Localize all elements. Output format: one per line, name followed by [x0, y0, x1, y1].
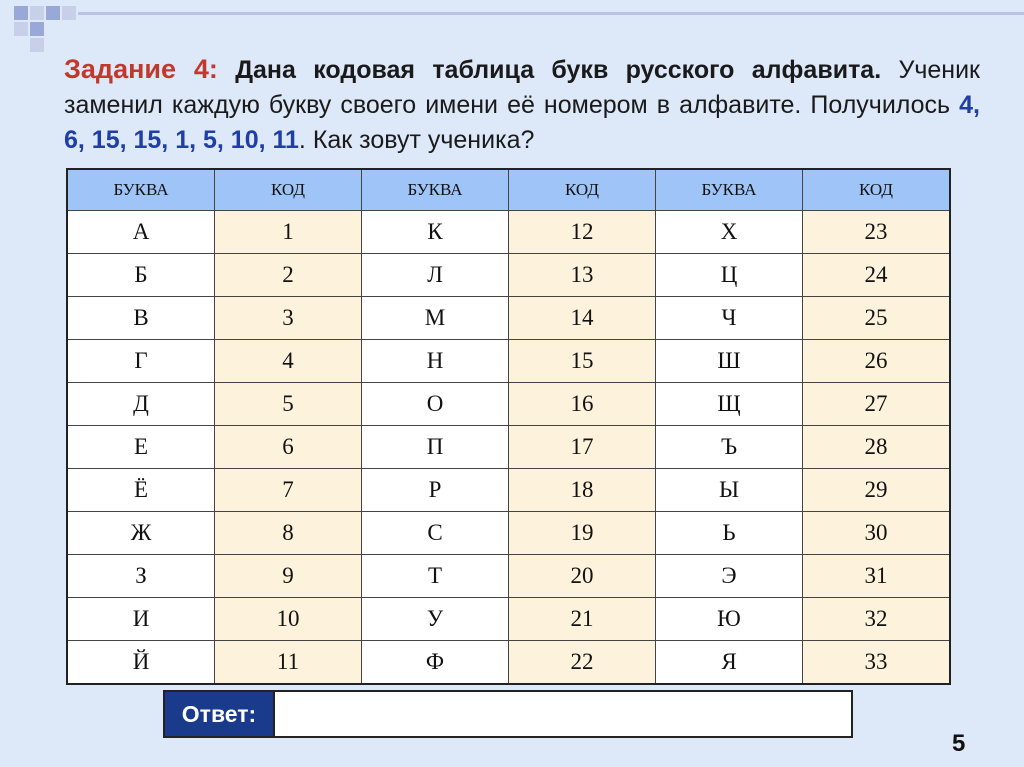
letter-cell: Ж	[67, 512, 215, 555]
letter-cell: Я	[656, 641, 803, 685]
code-cell: 30	[803, 512, 951, 555]
letter-cell: М	[362, 297, 509, 340]
letter-cell: Ц	[656, 254, 803, 297]
letter-cell: Й	[67, 641, 215, 685]
table-header-row	[67, 169, 950, 211]
decor-square	[62, 6, 76, 20]
code-cell: 11	[215, 641, 362, 685]
table-row	[67, 426, 950, 469]
letter-cell: К	[362, 211, 509, 254]
letter-cell: А	[67, 211, 215, 254]
letter-cell: Щ	[656, 383, 803, 426]
decor-square	[14, 22, 28, 36]
header-cell: КОД	[803, 169, 951, 211]
code-cell: 32	[803, 598, 951, 641]
code-cell: 10	[215, 598, 362, 641]
letter-cell: О	[362, 383, 509, 426]
task-text-before: Ученик заменил каждую букву своего имени её номером в алфавите. Получилось	[64, 56, 980, 119]
code-cell: 21	[509, 598, 656, 641]
code-cell: 2	[215, 254, 362, 297]
table-body	[67, 211, 950, 685]
task-text	[64, 52, 980, 158]
letter-cell: И	[67, 598, 215, 641]
decor-square	[14, 6, 28, 20]
answer-field[interactable]	[275, 692, 851, 736]
header-cell: БУКВА	[362, 169, 509, 211]
table-row	[67, 297, 950, 340]
header-cell: КОД	[215, 169, 362, 211]
code-cell: 5	[215, 383, 362, 426]
task-text-after: . Как зовут ученика?	[298, 126, 535, 154]
code-cell: 9	[215, 555, 362, 598]
code-cell: 22	[509, 641, 656, 685]
code-cell: 25	[803, 297, 951, 340]
table-row	[67, 469, 950, 512]
code-cell: 24	[803, 254, 951, 297]
page-number: 5	[952, 730, 966, 757]
letter-cell: Г	[67, 340, 215, 383]
code-cell: 28	[803, 426, 951, 469]
code-cell: 3	[215, 297, 362, 340]
task-line1: Дана кодовая таблица букв русского алфавита.	[217, 56, 882, 84]
letter-cell: Б	[67, 254, 215, 297]
letter-cell: Е	[67, 426, 215, 469]
letter-cell: Ь	[656, 512, 803, 555]
table-row	[67, 340, 950, 383]
letter-cell: Х	[656, 211, 803, 254]
letter-cell: Ш	[656, 340, 803, 383]
decor-square	[30, 38, 44, 52]
table-row	[67, 211, 950, 254]
code-cell: 15	[509, 340, 656, 383]
letter-cell: Ъ	[656, 426, 803, 469]
letter-cell: Ч	[656, 297, 803, 340]
task-heading: Задание 4:	[64, 54, 218, 84]
code-cell: 17	[509, 426, 656, 469]
letter-cell: Ы	[656, 469, 803, 512]
letter-cell: Т	[362, 555, 509, 598]
table-row	[67, 383, 950, 426]
decor-square	[30, 6, 44, 20]
code-cell: 27	[803, 383, 951, 426]
answer-box	[163, 690, 853, 738]
letter-cell: Д	[67, 383, 215, 426]
letter-cell: П	[362, 426, 509, 469]
table-row	[67, 254, 950, 297]
code-cell: 7	[215, 469, 362, 512]
decor-square	[46, 6, 60, 20]
letter-cell: З	[67, 555, 215, 598]
code-cell: 23	[803, 211, 951, 254]
code-cell: 26	[803, 340, 951, 383]
table-row	[67, 555, 950, 598]
code-cell: 12	[509, 211, 656, 254]
code-cell: 29	[803, 469, 951, 512]
code-cell: 4	[215, 340, 362, 383]
code-cell: 33	[803, 641, 951, 685]
code-cell: 31	[803, 555, 951, 598]
header-cell: БУКВА	[67, 169, 215, 211]
letter-cell: Л	[362, 254, 509, 297]
decor-square	[30, 22, 44, 36]
letter-cell: Ю	[656, 598, 803, 641]
letter-cell: Ф	[362, 641, 509, 685]
code-cell: 1	[215, 211, 362, 254]
top-rule	[78, 12, 1024, 15]
code-cell: 6	[215, 426, 362, 469]
code-cell: 14	[509, 297, 656, 340]
letter-cell: С	[362, 512, 509, 555]
letter-cell: Р	[362, 469, 509, 512]
header-cell: КОД	[509, 169, 656, 211]
letter-cell: Э	[656, 555, 803, 598]
letter-cell: У	[362, 598, 509, 641]
answer-label: Ответ:	[165, 692, 275, 736]
code-cell: 13	[509, 254, 656, 297]
letter-cell: Ё	[67, 469, 215, 512]
task-codes: 4, 6, 15, 15, 1, 5, 10, 11	[64, 91, 980, 154]
table-row	[67, 641, 950, 685]
letter-cell: В	[67, 297, 215, 340]
letter-cell: Н	[362, 340, 509, 383]
code-table	[66, 168, 951, 685]
table-row	[67, 598, 950, 641]
table-row	[67, 512, 950, 555]
code-cell: 18	[509, 469, 656, 512]
code-cell: 8	[215, 512, 362, 555]
code-cell: 20	[509, 555, 656, 598]
code-cell: 16	[509, 383, 656, 426]
header-cell: БУКВА	[656, 169, 803, 211]
code-cell: 19	[509, 512, 656, 555]
